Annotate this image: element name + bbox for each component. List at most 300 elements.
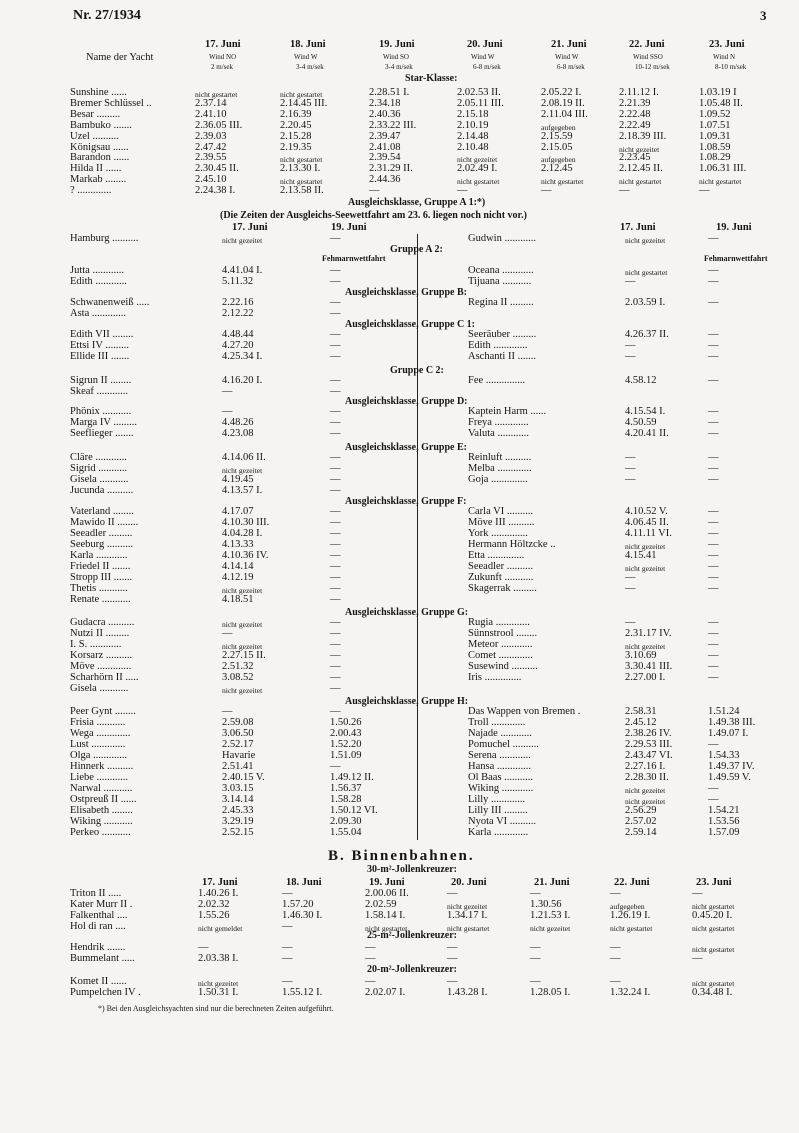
yacht-name: Gudacra .......... [70, 617, 135, 628]
time-cell: — [330, 683, 341, 694]
time-cell: — [330, 583, 341, 594]
time-cell: — [708, 428, 719, 439]
time-cell: — [625, 452, 636, 463]
time-cell: nicht gestartet [692, 901, 735, 911]
day-header: 17. Juni [202, 877, 238, 888]
time-cell: — [282, 976, 293, 987]
yacht-name: Serena ............ [468, 750, 531, 761]
time-cell: — [708, 517, 719, 528]
wind-speed: 3-4 m/sek [385, 63, 413, 71]
class-title: 30-m²-Jollenkreuzer: [367, 864, 458, 875]
time-cell: nicht gezeitet [222, 642, 263, 651]
time-cell: — [330, 428, 341, 439]
time-cell: 1.57.09 [708, 827, 740, 838]
time-cell: — [708, 783, 719, 794]
time-cell: 4.15.54 I. [625, 406, 666, 417]
time-cell: 1.40.26 I. [198, 888, 239, 899]
time-cell: 2.05.22 I. [541, 87, 582, 98]
time-cell: — [330, 761, 341, 772]
time-cell: — [708, 265, 719, 276]
time-cell: 4.27.20 [222, 340, 254, 351]
group-title: Ausgleichsklasse, Gruppe B: [345, 287, 467, 298]
time-cell: 2.45.10 [195, 174, 227, 186]
col-header: 17. Juni [620, 222, 656, 233]
time-cell: — [222, 706, 233, 717]
time-cell: — [330, 329, 341, 340]
yacht-name: Kaptein Harm ...... [468, 406, 547, 417]
col-header: 19. Juni [331, 222, 367, 233]
yacht-name: Phönix ........... [70, 406, 132, 417]
time-cell: 4.10.52 V. [625, 506, 668, 517]
time-cell: — [708, 672, 719, 683]
time-cell: nicht gezeitet [222, 586, 263, 595]
time-cell: nicht gezeitet [625, 642, 666, 651]
time-cell: 1.08.29 [699, 152, 731, 164]
time-cell: nicht gezeitet [625, 564, 666, 573]
day-header: 18. Juni [290, 39, 326, 50]
time-cell: — [222, 386, 233, 397]
time-cell: — [330, 594, 341, 605]
yacht-name: Oceana ............ [468, 265, 534, 276]
time-cell: nicht gestartet [692, 945, 735, 954]
yacht-name: Liebe ............ [70, 772, 129, 783]
time-cell: — [330, 672, 341, 683]
yacht-name: Lilly III ......... [468, 805, 528, 816]
time-cell: nicht gezeitet [619, 144, 660, 154]
time-cell: 2.59.14 [625, 827, 657, 838]
yacht-name: Jucunda .......... [70, 485, 134, 496]
time-cell: nicht gestartet [365, 923, 408, 933]
time-cell: — [330, 706, 341, 717]
time-cell: 4.19.45 [222, 474, 254, 485]
time-cell: 2.40.36 [369, 108, 401, 120]
time-cell: nicht gezeitet [222, 466, 263, 475]
time-cell: — [330, 308, 341, 319]
time-cell: — [699, 185, 710, 197]
time-cell: 2.43.47 VI. [625, 750, 673, 761]
time-cell: 2.39.47 [369, 130, 401, 142]
time-cell: 4.13.57 I. [222, 485, 263, 496]
time-cell: — [541, 185, 552, 197]
time-cell: nicht gestartet [457, 177, 500, 187]
yacht-name: Besar ......... [70, 108, 121, 120]
time-cell: — [330, 617, 341, 628]
time-cell: nicht gestartet [692, 979, 735, 988]
time-cell: 2.19.35 [280, 141, 312, 153]
yacht-name: Hermann Höltzcke .. [468, 539, 556, 550]
time-cell: 1.21.53 I. [530, 909, 571, 921]
time-cell: — [447, 942, 458, 953]
time-cell: nicht gestartet [280, 90, 323, 99]
time-cell: 4.48.26 [222, 417, 254, 428]
time-cell: 4.25.34 I. [222, 351, 263, 362]
time-cell: 2.59.08 [222, 717, 254, 728]
time-cell: 2.58.31 [625, 706, 657, 717]
time-cell: 3.03.15 [222, 783, 254, 794]
time-cell: nicht gestartet [447, 923, 490, 933]
time-cell: 3.10.69 [625, 650, 657, 661]
yacht-name: Das Wappen von Bremen . [468, 706, 581, 717]
time-cell: 2.21.39 [619, 97, 651, 109]
time-cell: — [330, 474, 341, 485]
time-cell: 2.27.16 I. [625, 761, 666, 772]
yacht-name: Thetis ........... [70, 583, 128, 594]
time-cell: 1.54.21 [708, 805, 740, 816]
time-cell: 1.07.51 [699, 119, 731, 131]
yacht-name: Valuta ............ [468, 428, 529, 439]
yacht-name: Fee ............... [468, 375, 526, 386]
yacht-name: Schwanenweiß ..... [70, 297, 150, 308]
yacht-name: Gisela ........... [70, 474, 129, 485]
time-cell: 4.58.12 [625, 375, 657, 386]
time-cell: 2.27.15 II. [222, 650, 266, 661]
time-cell: — [330, 639, 341, 650]
yacht-name: Edith VII ........ [70, 329, 134, 340]
time-cell: — [708, 650, 719, 661]
time-cell: 1.09.52 [699, 108, 731, 120]
time-cell: 1.50.26 [330, 717, 362, 728]
time-cell: 2.03.38 I. [198, 952, 239, 964]
fehmarn-label: Fehmarnwettfahrt [322, 254, 386, 263]
time-cell: nicht gestartet [619, 177, 662, 187]
time-cell: — [692, 888, 703, 899]
yacht-name: Wiking ........... [70, 816, 133, 827]
time-cell: 1.57.20 [282, 898, 314, 910]
yacht-name: I. S. ............ [70, 639, 122, 650]
day-header: 20. Juni [467, 39, 503, 50]
time-cell: 2.22.49 [619, 119, 651, 131]
time-cell: 1.34.17 I. [447, 909, 488, 921]
yacht-name: Zukunft ........... [468, 572, 534, 583]
time-cell: 1.55.04 [330, 827, 362, 838]
page-number: 3 [760, 8, 767, 23]
wind-speed: 8-10 m/sek [715, 63, 747, 71]
time-cell: 2.31.29 II. [369, 163, 413, 175]
time-cell: 1.53.56 [708, 816, 740, 827]
yacht-name: Tijuana ........... [468, 276, 532, 287]
group-title: Ausgleichsklasse, Gruppe A 1:*) [348, 197, 486, 208]
time-cell: — [708, 474, 719, 485]
time-cell: 5.11.32 [222, 276, 254, 287]
time-cell: — [457, 185, 468, 197]
yacht-name: Hilda II ...... [70, 163, 122, 175]
yacht-name: Iris .............. [468, 672, 522, 683]
time-cell: 2.39.55 [195, 152, 227, 164]
time-cell: — [330, 572, 341, 583]
time-cell: aufgegeben [541, 155, 576, 165]
time-cell: 2.36.05 III. [195, 119, 243, 131]
yacht-name: Friedel II ....... [70, 561, 131, 572]
time-cell: 2.10.48 [457, 141, 489, 153]
yacht-name: Ettsi IV ......... [70, 340, 130, 351]
time-cell: — [708, 550, 719, 561]
day-header: 19. Juni [379, 39, 415, 50]
time-cell: — [708, 539, 719, 550]
yacht-name: Lilly ............. [468, 794, 526, 805]
time-cell: 1.43.28 I. [447, 986, 488, 998]
yacht-name: Komet II ...... [70, 976, 127, 987]
time-cell: — [330, 276, 341, 287]
time-cell: — [708, 233, 719, 244]
time-cell: nicht gezeitet [457, 155, 498, 165]
yacht-name: Najade ............ [468, 728, 532, 739]
yacht-name: Barandon ...... [70, 152, 130, 164]
time-cell: 2.56.29 [625, 805, 657, 816]
time-cell: 2.03.59 I. [625, 297, 666, 308]
yacht-name: Uzel .......... [70, 130, 119, 142]
time-cell: 2.15.05 [541, 141, 573, 153]
group-title: Ausgleichsklasse, Gruppe F: [345, 496, 467, 507]
wind-speed: 3-4 m/sek [296, 63, 324, 71]
yacht-name: Olga ............. [70, 750, 128, 761]
time-cell: 2.41.08 [369, 141, 401, 153]
yacht-name: Cläre ............ [70, 452, 127, 463]
time-cell: 2.14.45 III. [280, 97, 328, 109]
yacht-name: Etta .............. [468, 550, 525, 561]
time-cell: 1.55.12 I. [282, 986, 323, 998]
time-cell: nicht gestartet [280, 177, 323, 187]
time-cell: 2.40.15 V. [222, 772, 265, 783]
time-cell: nicht gemeldet [198, 923, 243, 933]
time-cell: 4.12.19 [222, 572, 254, 583]
time-cell: — [619, 185, 630, 197]
yacht-name: Ol Baas ........... [468, 772, 534, 783]
yacht-name: Sigrun II ........ [70, 375, 132, 386]
yacht-name: Gisela ........... [70, 683, 129, 694]
time-cell: nicht gestartet [699, 177, 742, 187]
yacht-name: Susewind .......... [468, 661, 538, 672]
yacht-name: Pumpelchen IV . [70, 986, 141, 998]
time-cell: nicht gezeitet [625, 542, 666, 551]
yacht-name: Pomuchel .......... [468, 739, 539, 750]
time-cell: 3.06.50 [222, 728, 254, 739]
time-cell: — [330, 351, 341, 362]
day-header: 18. Juni [286, 877, 322, 888]
note-text: (Die Zeiten der Ausgleichs-Seewettfahrt am 23. 6. liegen noch nicht vor.) [220, 210, 527, 221]
time-cell: — [708, 375, 719, 386]
wind-direction: Wind W [471, 53, 495, 61]
time-cell: — [330, 528, 341, 539]
issue-number: Nr. 27/1934 [73, 8, 141, 23]
time-cell: — [708, 276, 719, 287]
group-title: Ausgleichsklasse, Gruppe G: [345, 607, 469, 618]
time-cell: 1.28.05 I. [530, 986, 571, 998]
time-cell: 2.02.49 I. [457, 163, 498, 175]
time-cell: 2.39.03 [195, 130, 227, 142]
time-cell: 2.51.32 [222, 661, 254, 672]
time-cell: 2.30.45 II. [195, 163, 239, 175]
time-cell: nicht gezeitet [222, 236, 263, 245]
time-cell: — [625, 583, 636, 594]
time-cell: 2.11.12 I. [619, 87, 659, 98]
time-cell: 3.08.52 [222, 672, 254, 683]
time-cell: nicht gestartet [625, 268, 668, 277]
group-title: Gruppe C 2: [390, 365, 444, 376]
time-cell: — [282, 888, 293, 899]
time-cell: — [625, 474, 636, 485]
time-cell: — [330, 550, 341, 561]
group-title: Ausgleichsklasse, Gruppe C 1: [345, 319, 476, 330]
time-cell: 2.02.53 II. [457, 87, 501, 98]
time-cell: 1.49.07 I. [708, 728, 749, 739]
time-cell: 2.45.12 [625, 717, 657, 728]
time-cell: 2.34.18 [369, 97, 401, 109]
yacht-name: Seeräuber ......... [468, 329, 537, 340]
time-cell: 0.34.48 I. [692, 986, 733, 998]
time-cell: — [530, 942, 541, 953]
yacht-name: Bummelant ..... [70, 952, 135, 964]
yacht-name: Edith ............. [468, 340, 528, 351]
time-cell: nicht gestartet [610, 923, 653, 933]
group-title: Ausgleichsklasse, Gruppe D: [345, 396, 468, 407]
time-cell: 2.12.22 [222, 308, 254, 319]
yacht-name: Falkenthal .... [70, 909, 128, 921]
time-cell: — [708, 463, 719, 474]
yacht-name: Edith ............ [70, 276, 127, 287]
yacht-name: Goja .............. [468, 474, 528, 485]
time-cell: — [708, 351, 719, 362]
time-cell: nicht gezeitet [198, 979, 239, 988]
time-cell: 2.02.32 [198, 898, 230, 910]
yacht-name: Skeaf ............ [70, 386, 129, 397]
time-cell: — [708, 739, 719, 750]
time-cell: 4.26.37 II. [625, 329, 669, 340]
time-cell: 1.58.28 [330, 794, 362, 805]
time-cell: — [625, 617, 636, 628]
time-cell: — [369, 185, 380, 197]
yacht-name: Carla VI .......... [468, 506, 534, 517]
class-title: 20-m²-Jollenkreuzer: [367, 964, 458, 975]
time-cell: 4.16.20 I. [222, 375, 263, 386]
time-cell: 1.03.19 I [699, 87, 737, 98]
time-cell: nicht gezeitet [222, 686, 263, 695]
yacht-name: Marga IV ......... [70, 417, 137, 428]
time-cell: 1.54.33 [708, 750, 740, 761]
day-header: 22. Juni [629, 39, 665, 50]
wind-direction: Wind W [555, 53, 579, 61]
time-cell: — [282, 942, 293, 953]
time-cell: — [330, 265, 341, 276]
yacht-name: Korsarz .......... [70, 650, 133, 661]
yacht-name: Seeadler .......... [468, 561, 534, 572]
class-title: 25-m²-Jollenkreuzer: [367, 930, 458, 941]
group-title: Gruppe A 2: [390, 244, 443, 255]
time-cell: 4.14.06 II. [222, 452, 266, 463]
day-header: 19. Juni [369, 877, 405, 888]
time-cell: 3.14.14 [222, 794, 254, 805]
time-cell: nicht gezeitet [530, 923, 571, 933]
time-cell: — [625, 351, 636, 362]
time-cell: — [708, 628, 719, 639]
yacht-name: Hendrik ....... [70, 942, 126, 953]
wind-direction: Wind NO [209, 53, 237, 61]
time-cell: — [330, 297, 341, 308]
yacht-name: Ostpreuß II ...... [70, 794, 137, 805]
wind-direction: Wind SO [383, 53, 409, 61]
time-cell: nicht gestartet [195, 90, 238, 99]
time-cell: 1.56.37 [330, 783, 362, 794]
time-cell: 2.28.30 II. [625, 772, 669, 783]
fehmarn-label: Fehmarnwettfahrt [704, 254, 768, 263]
time-cell: — [330, 561, 341, 572]
time-cell: 4.06.45 II. [625, 517, 669, 528]
day-header: 21. Juni [534, 877, 570, 888]
yacht-name: Vaterland ........ [70, 506, 134, 517]
time-cell: — [708, 406, 719, 417]
time-cell: nicht gezeitet [625, 797, 666, 806]
time-cell: — [330, 340, 341, 351]
time-cell: — [708, 297, 719, 308]
time-cell: aufgegeben [541, 122, 576, 132]
yacht-name: Peer Gynt ........ [70, 706, 136, 717]
time-cell: 1.49.37 IV. [708, 761, 755, 772]
time-cell: 2.00.06 II. [365, 888, 409, 899]
time-cell: 1.09.31 [699, 130, 731, 142]
time-cell: — [330, 628, 341, 639]
time-cell: 1.51.09 [330, 750, 362, 761]
time-cell: — [330, 406, 341, 417]
yacht-name: Elisabeth ........ [70, 805, 133, 816]
time-cell: — [330, 386, 341, 397]
yacht-name: Hamburg .......... [70, 233, 139, 244]
time-cell: nicht gezeitet [625, 786, 666, 795]
time-cell: — [330, 539, 341, 550]
wind-speed: 2 m/sek [211, 63, 233, 71]
yacht-name: Hinnerk .......... [70, 761, 134, 772]
wind-direction: Wind SSO [633, 53, 663, 61]
time-cell: 2.20.45 [280, 119, 312, 131]
yacht-name: Sünnstrool ........ [468, 628, 538, 639]
time-cell: 2.44.36 [369, 174, 401, 186]
yacht-name: Kater Murr II . [70, 898, 133, 910]
group-title: Ausgleichsklasse, Gruppe E: [345, 442, 467, 453]
time-cell: 2.39.54 [369, 152, 401, 164]
time-cell: 4.14.14 [222, 561, 254, 572]
time-cell: 2.05.11 III. [457, 97, 504, 109]
time-cell: 2.38.26 IV. [625, 728, 672, 739]
yacht-name: York .............. [468, 528, 528, 539]
time-cell: 1.08.59 [699, 141, 731, 153]
yacht-name: Stropp III ....... [70, 572, 133, 583]
yacht-name: Lust ............. [70, 739, 126, 750]
wind-direction: Wind W [294, 53, 318, 61]
yacht-name: Sigrid ........... [70, 463, 128, 474]
time-cell: 2.10.19 [457, 119, 489, 131]
time-cell: — [330, 650, 341, 661]
yacht-name: Bambuko ....... [70, 119, 132, 131]
time-cell: 2.51.41 [222, 761, 254, 772]
time-cell: aufgegeben [610, 901, 645, 911]
time-cell: 4.23.08 [222, 428, 254, 439]
time-cell: 2.52.15 [222, 827, 254, 838]
day-header: 17. Juni [205, 39, 241, 50]
time-cell: — [708, 340, 719, 351]
time-cell: 2.11.04 III. [541, 108, 588, 120]
time-cell: 2.12.45 [541, 163, 573, 175]
time-cell: 2.31.17 IV. [625, 628, 672, 639]
yacht-name: Hol di ran .... [70, 920, 126, 932]
time-cell: — [330, 452, 341, 463]
time-cell: — [330, 506, 341, 517]
time-cell: — [330, 233, 341, 244]
time-cell: 2.00.43 [330, 728, 362, 739]
yacht-name: Skagerrak ......... [468, 583, 537, 594]
yacht-name: Nutzi II ......... [70, 628, 130, 639]
time-cell: — [447, 952, 458, 964]
time-cell: — [447, 976, 458, 987]
time-cell: — [282, 920, 293, 932]
time-cell: 4.17.07 [222, 506, 254, 517]
